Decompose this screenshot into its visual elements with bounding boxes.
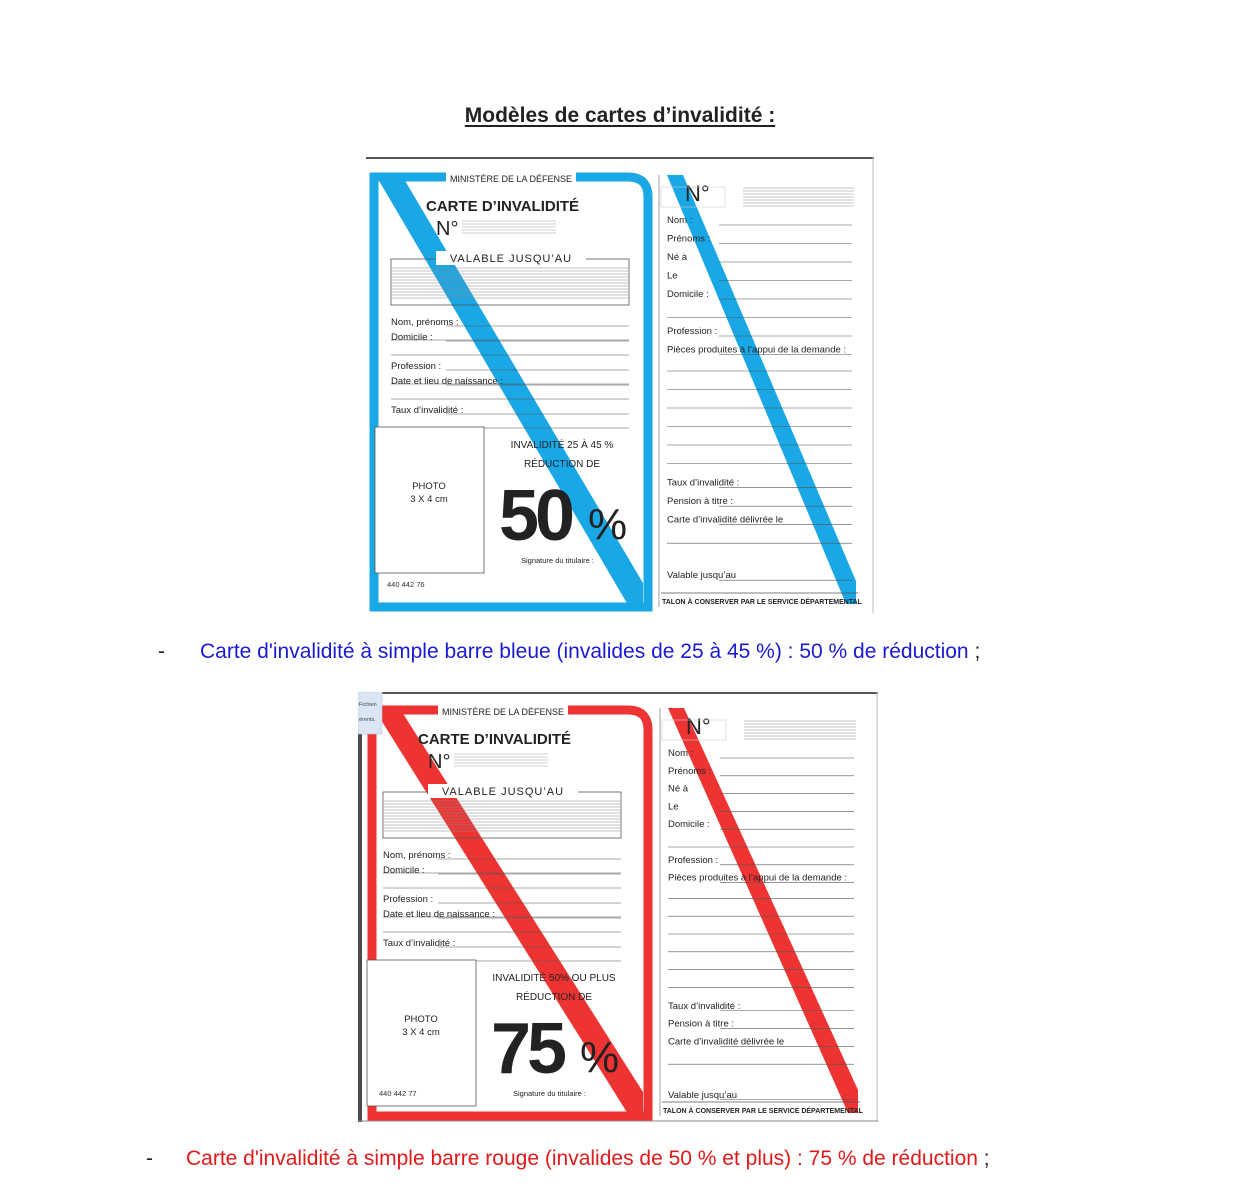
stub-field-label: Profession : bbox=[667, 326, 718, 337]
stub-field-label: Carte d’invalidité délivrée le bbox=[668, 1036, 785, 1048]
photo-size: 3 X 4 cm bbox=[402, 1027, 440, 1038]
stub-field-label: Profession : bbox=[668, 854, 719, 866]
stub-field-label: Pièces produites à l’appui de la demande : bbox=[668, 872, 848, 884]
frame-left bbox=[358, 692, 362, 1122]
blue-card-drawing bbox=[366, 157, 874, 613]
percent-sign: % bbox=[588, 500, 628, 549]
stub-field-label: Prénoms : bbox=[667, 233, 711, 245]
invalidity-rate: INVALIDITÉ 50% OU PLUS bbox=[492, 973, 616, 984]
stub-field-label: Domicile : bbox=[667, 289, 709, 300]
photo-size: 3 X 4 cm bbox=[410, 494, 448, 505]
caption-semicolon: ; bbox=[968, 640, 981, 663]
overlay-fragment-bg bbox=[358, 692, 382, 734]
stub-field-label: Pension à titre : bbox=[667, 496, 734, 508]
stub-field-label: Le bbox=[668, 801, 679, 813]
valid-until-label: VALABLE JUSQU’AU bbox=[449, 253, 573, 265]
card-code: 440 442 77 bbox=[379, 1089, 417, 1098]
signature-label: Signature du titulaire : bbox=[521, 556, 594, 565]
reduction-label: RÉDUCTION DE bbox=[515, 992, 593, 1003]
card-field-label: Nom, prénoms : bbox=[391, 317, 459, 328]
overlay-fragment-text: Fichien bbox=[359, 702, 377, 708]
stub-field-label: Nom : bbox=[667, 215, 693, 226]
overlay-fragment-text: érents. bbox=[359, 717, 376, 723]
card-field-label: Profession : bbox=[383, 894, 434, 905]
card-code: 440 442 76 bbox=[387, 580, 425, 589]
card-field-label: Taux d’invalidité : bbox=[391, 405, 464, 416]
stub-field-label: Domicile : bbox=[668, 819, 710, 831]
stub-footer: TALON À CONSERVER PAR LE SERVICE DÉPARTEMENTAL bbox=[662, 599, 862, 606]
card-field-label: Domicile : bbox=[383, 865, 425, 876]
invalidity-rate: INVALIDITÉ 25 À 45 % bbox=[510, 440, 614, 451]
red-card-drawing bbox=[358, 692, 878, 1122]
reduction-percent: 50 bbox=[499, 476, 572, 556]
stub-field-label: Taux d’invalidité : bbox=[667, 477, 740, 489]
blue-card-figure bbox=[366, 157, 874, 613]
number-label: N° bbox=[436, 218, 459, 240]
caption-red bbox=[146, 1147, 1106, 1175]
stub-number-label: N° bbox=[685, 181, 710, 206]
stub-field-label: Nom : bbox=[668, 748, 694, 759]
stub-field-label: Carte d’invalidité délivrée le bbox=[667, 514, 784, 526]
reduction-label: RÉDUCTION DE bbox=[523, 459, 601, 470]
card-title: CARTE D’INVALIDITÉ bbox=[418, 731, 572, 748]
stub-field-label: Le bbox=[667, 270, 678, 282]
stub-number-label: N° bbox=[686, 714, 711, 739]
stub-field-label: Né à bbox=[668, 783, 689, 795]
valid-until-label: VALABLE JUSQU’AU bbox=[441, 786, 565, 798]
caption-dash: - bbox=[158, 640, 165, 663]
card-field-label: Date et lieu de naissance : bbox=[391, 376, 503, 387]
card-field-label: Profession : bbox=[391, 361, 442, 372]
red-card-figure bbox=[358, 692, 878, 1122]
stub-field-label: Valable jusqu’au bbox=[667, 570, 737, 582]
caption-dash: - bbox=[146, 1147, 153, 1170]
caption-semicolon: ; bbox=[977, 1147, 990, 1170]
stub-field-label: Né à bbox=[667, 252, 688, 263]
number-label: N° bbox=[428, 751, 451, 773]
page-title: Modèles de cartes d’invalidité : bbox=[464, 104, 776, 127]
photo-label: PHOTO bbox=[404, 1014, 438, 1025]
caption-blue-text: Carte d'invalidité à simple barre bleue (invalides de 25 à 45 %) : 50 % de réduction bbox=[200, 640, 969, 663]
card-field-label: Nom, prénoms : bbox=[383, 850, 451, 861]
stub-field-label: Prénoms : bbox=[668, 765, 712, 777]
signature-label: Signature du titulaire : bbox=[513, 1089, 586, 1098]
card-field-label: Taux d’invalidité : bbox=[383, 938, 456, 949]
ministry-label: MINISTÈRE DE LA DÉFENSE bbox=[441, 707, 565, 717]
card-field-label: Date et lieu de naissance : bbox=[383, 909, 495, 920]
stub-footer: TALON À CONSERVER PAR LE SERVICE DÉPARTEMENTAL bbox=[663, 1108, 863, 1115]
stub-field-label: Pièces produites à l’appui de la demande : bbox=[667, 344, 847, 356]
caption-blue bbox=[158, 640, 1098, 668]
percent-sign: % bbox=[580, 1033, 620, 1082]
stub-field-label: Pension à titre : bbox=[668, 1018, 735, 1030]
card-field-label: Domicile : bbox=[391, 332, 433, 343]
stub-field-label: Taux d’invalidité : bbox=[668, 1000, 741, 1012]
reduction-percent: 75 bbox=[491, 1009, 564, 1089]
card-title: CARTE D’INVALIDITÉ bbox=[426, 198, 580, 215]
ministry-label: MINISTÈRE DE LA DÉFENSE bbox=[449, 174, 573, 184]
caption-red-text: Carte d'invalidité à simple barre rouge (invalides de 50 % et plus) : 75 % de réduction bbox=[186, 1147, 978, 1170]
stub-field-label: Valable jusqu’au bbox=[668, 1089, 738, 1101]
photo-label: PHOTO bbox=[412, 481, 446, 492]
